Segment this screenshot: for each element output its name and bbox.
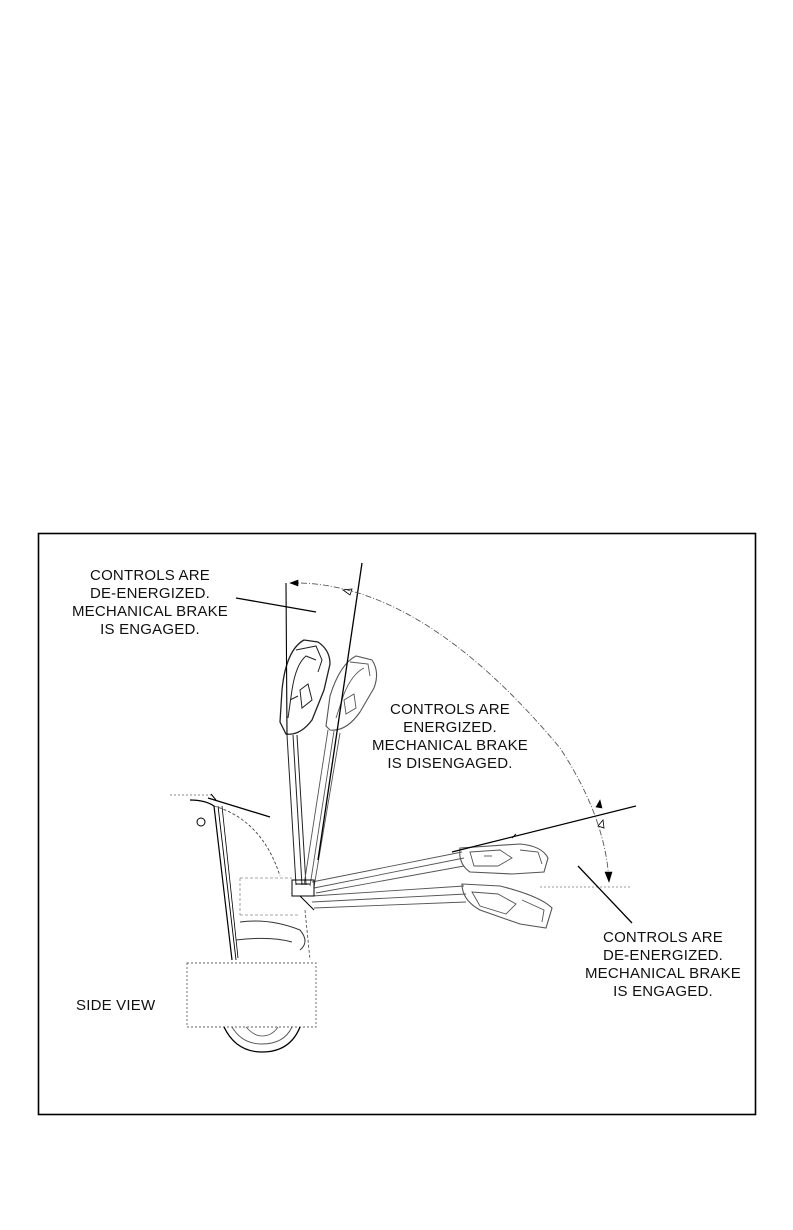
truck-body [170,795,316,1052]
label-upright-line-1: CONTROLS ARE [90,567,210,584]
label-operating-line-1: CONTROLS ARE [390,701,510,718]
label-upright-line-4: IS ENGAGED. [100,621,200,638]
handle-pivot [292,880,314,910]
label-operating-line-3: MECHANICAL BRAKE [371,737,528,754]
handle-lowered-upper [312,844,548,893]
label-lowered-line-3: MECHANICAL BRAKE [584,965,741,982]
label-upright-line-2: DE-ENERGIZED. [89,585,211,602]
label-lowered-line-2: DE-ENERGIZED. [602,947,724,964]
label-lowered-line-1: CONTROLS ARE [603,929,723,946]
handle-upright [280,640,330,885]
label-lowered-line-4: IS ENGAGED. [613,983,713,1000]
handle-lowered-lower [312,884,552,928]
label-upright-line-3: MECHANICAL BRAKE [71,603,228,620]
label-upright-state [60,567,240,639]
label-side-view: SIDE VIEW [76,997,156,1014]
label-operating-line-4: IS DISENGAGED. [387,755,513,772]
label-lowered-state [573,929,753,1001]
label-operating-line-2: ENERGIZED. [403,719,497,736]
label-operating-state [360,701,540,773]
